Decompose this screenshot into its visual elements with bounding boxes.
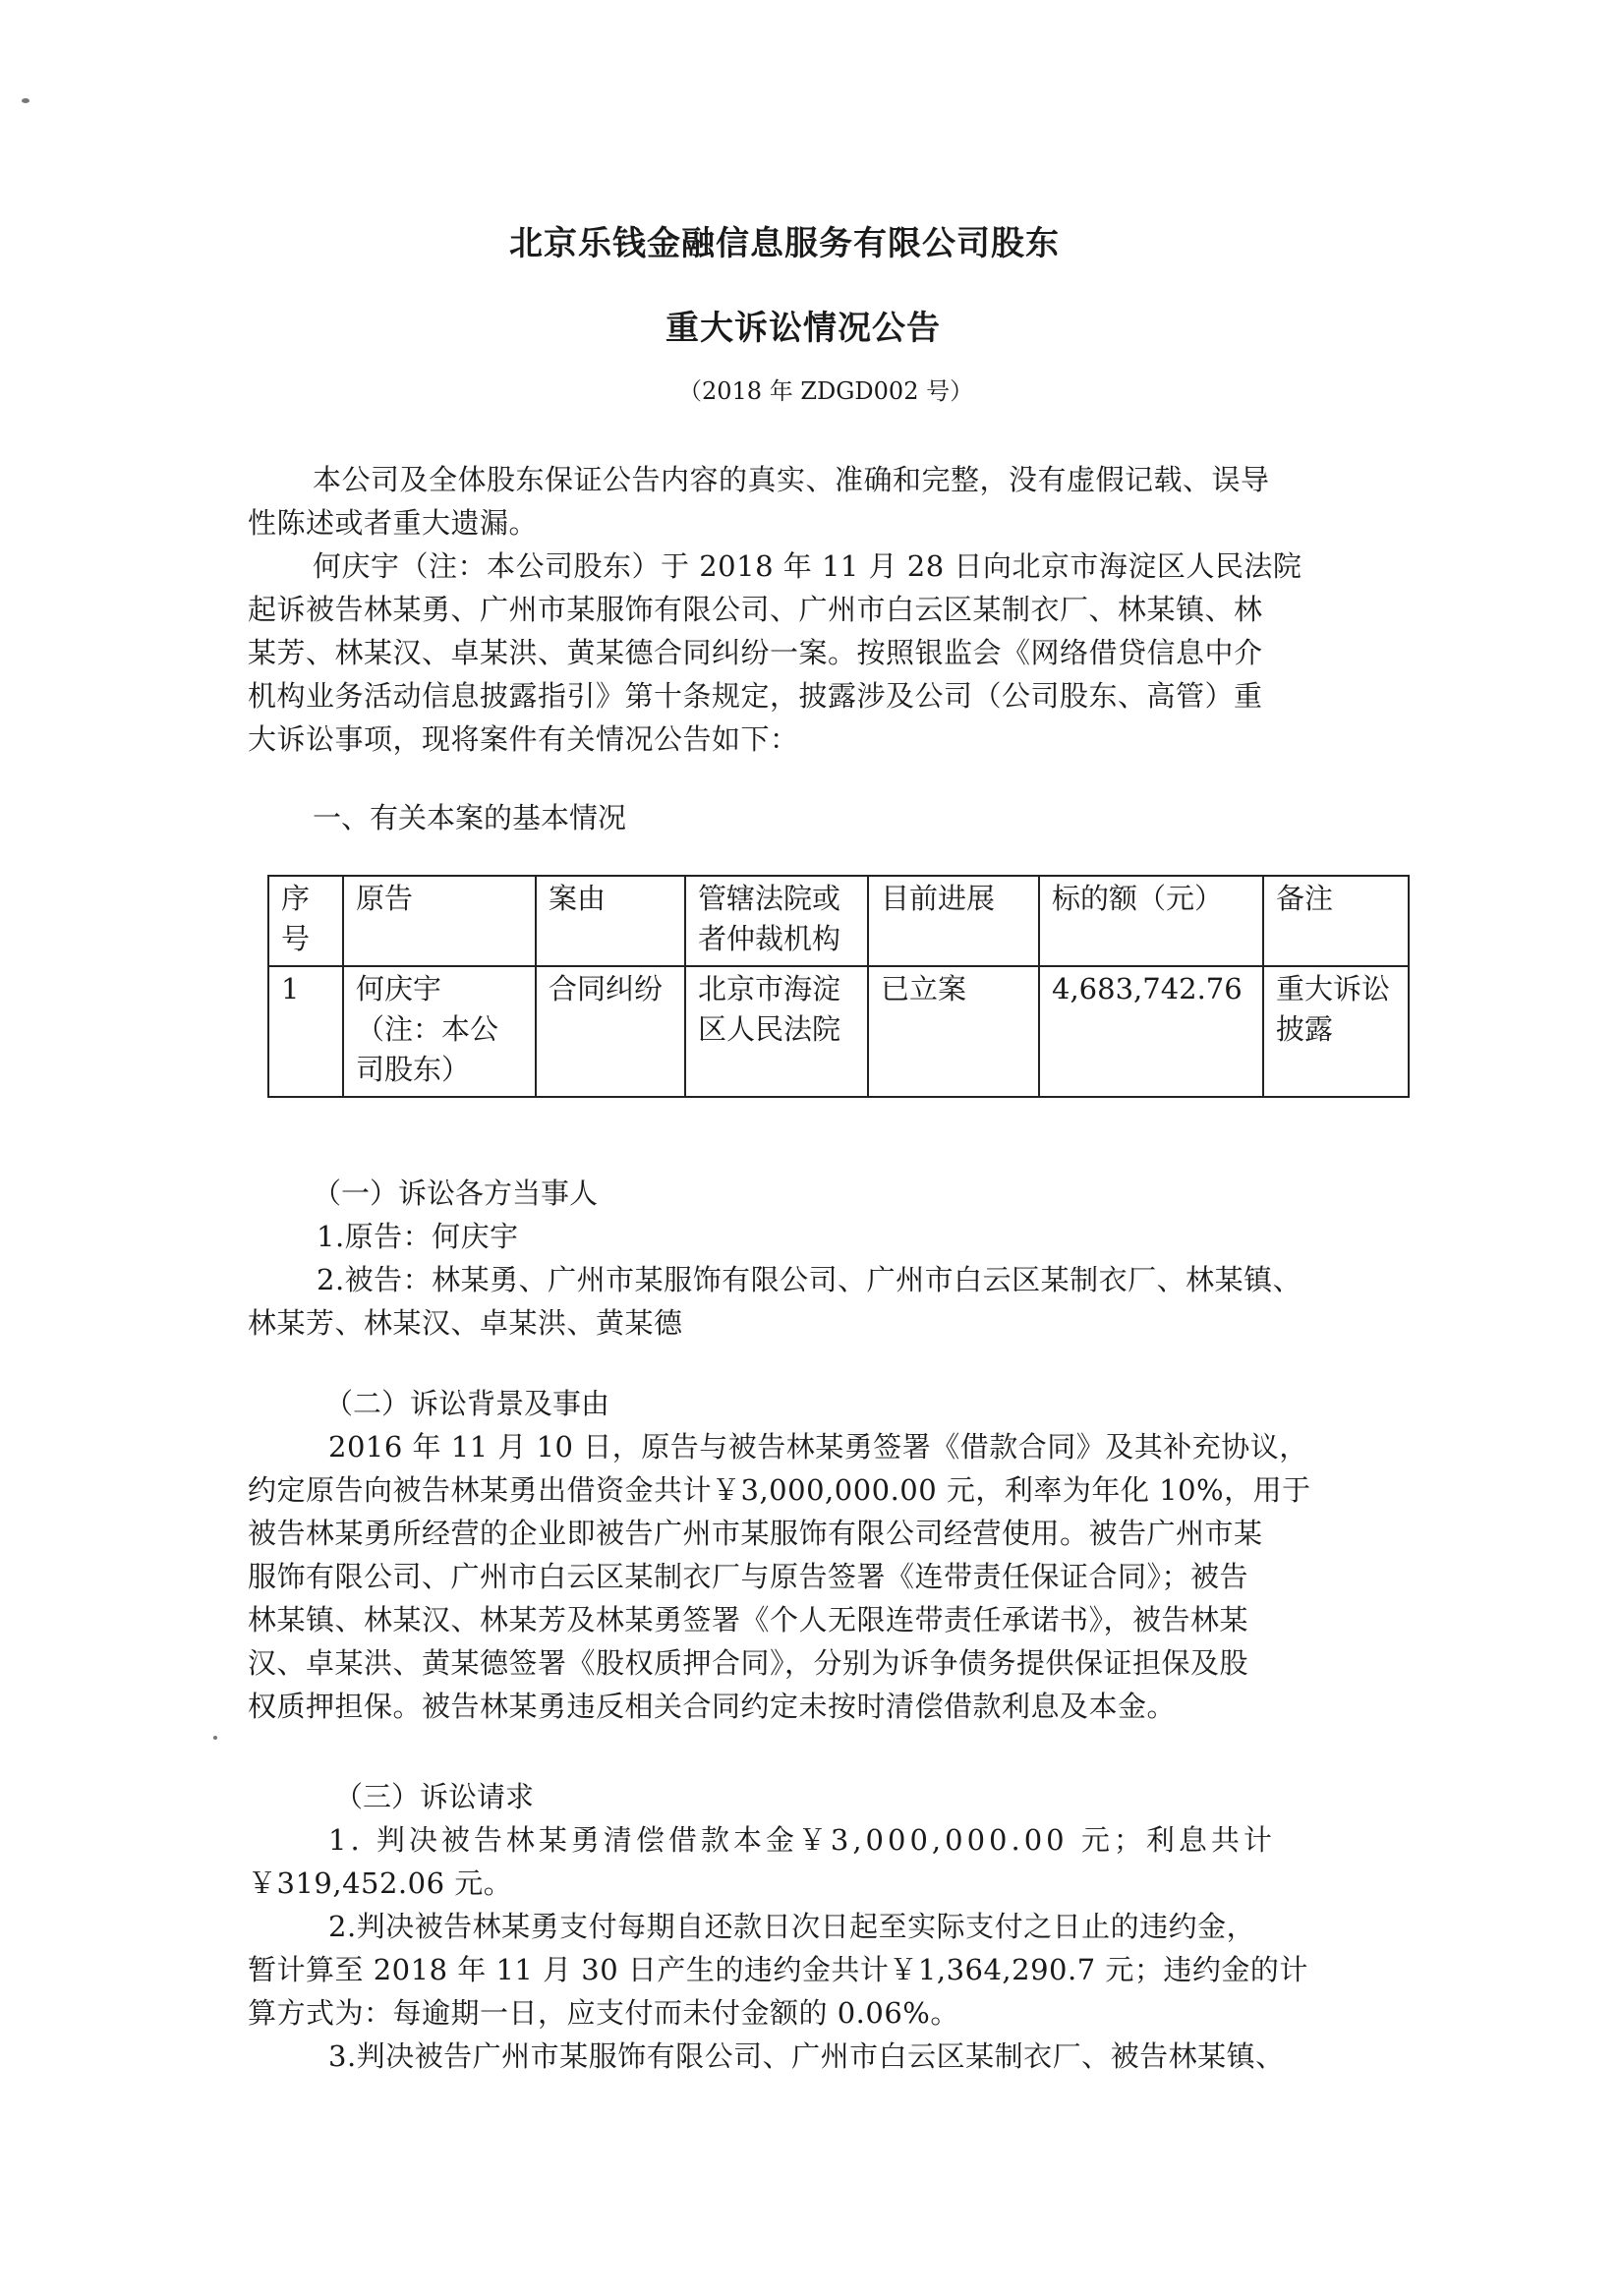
background-line: 服饰有限公司、广州市白云区某制衣厂与原告签署《连带责任保证合同》；被告 (248, 1560, 1249, 1593)
table-header-cell: 序号 (268, 876, 343, 966)
intro-line: 大诉讼事项，现将案件有关情况公告如下： (248, 722, 799, 756)
table-cell: 何庆宇（注：本公司股东） (343, 966, 536, 1097)
table-header-cell: 备注 (1263, 876, 1409, 966)
claims-line: 2.判决被告林某勇支付每期自还款日次日起至实际支付之日止的违约金， (328, 1910, 1256, 1943)
table-header-cell: 标的额（元） (1039, 876, 1263, 966)
claims-line: ￥319,452.06 元。 (248, 1866, 513, 1900)
claims-line: 暂计算至 2018 年 11 月 30 日产生的违约金共计￥1,364,290.7 元；违约金的计 (248, 1953, 1308, 1986)
background-line: 权质押担保。被告林某勇违反相关合同约定未按时清偿借款利息及本金。 (248, 1690, 1177, 1723)
parties-line: 2.被告：林某勇、广州市某服饰有限公司、广州市白云区某制衣厂、林某镇、 (317, 1263, 1302, 1296)
table-cell: 4,683,742.76 (1039, 966, 1263, 1097)
background-heading: （二）诉讼背景及事由 (324, 1387, 610, 1420)
background-line: 约定原告向被告林某勇出借资金共计￥3,000,000.00 元，利率为年化 10%，用于 (248, 1473, 1311, 1507)
table-cell: 合同纠纷 (536, 966, 685, 1097)
document-title-line2: 重大诉讼情况公告 (665, 309, 941, 348)
intro-line: 机构业务活动信息披露指引》第十条规定，披露涉及公司（公司股东、高管）重 (248, 679, 1263, 713)
table-header-cell: 目前进展 (868, 876, 1039, 966)
claims-heading: （三）诉讼请求 (334, 1780, 535, 1813)
table-header-cell: 原告 (343, 876, 536, 966)
claims-line: 1. 判决被告林某勇清偿借款本金￥3,000,000.00 元；利息共计 (328, 1823, 1276, 1857)
table-cell: 北京市海淀区人民法院 (685, 966, 868, 1097)
intro-line: 本公司及全体股东保证公告内容的真实、准确和完整，没有虚假记载、误导 (313, 463, 1270, 496)
claims-line: 算方式为：每逾期一日，应支付而未付金额的 0.06%。 (248, 1996, 959, 2030)
parties-line: 林某芳、林某汉、卓某洪、黄某德 (248, 1306, 683, 1340)
scan-speck (213, 1736, 217, 1740)
table-header-cell: 管辖法院或者仲裁机构 (685, 876, 868, 966)
parties-line: 1.原告：何庆宇 (317, 1220, 519, 1253)
table-header-cell: 案由 (536, 876, 685, 966)
table-row (268, 966, 1409, 1097)
intro-line: 性陈述或者重大遗漏。 (248, 506, 539, 540)
table-header-row (268, 876, 1409, 966)
document-number: （2018 年 ZDGD002 号） (678, 377, 974, 405)
intro-line: 何庆宇（注：本公司股东）于 2018 年 11 月 28 日向北京市海淀区人民法院 (313, 549, 1302, 583)
intro-line: 某芳、林某汉、卓某洪、黄某德合同纠纷一案。按照银监会《网络借贷信息中介 (248, 636, 1263, 669)
intro-line: 起诉被告林某勇、广州市某服饰有限公司、广州市白云区某制衣厂、林某镇、林 (248, 593, 1263, 626)
scan-speck (22, 98, 29, 103)
background-line: 2016 年 11 月 10 日，原告与被告林某勇签署《借款合同》及其补充协议， (328, 1430, 1308, 1464)
parties-heading: （一）诉讼各方当事人 (313, 1177, 599, 1210)
table-cell: 1 (268, 966, 343, 1097)
document-title-line1: 北京乐钱金融信息服务有限公司股东 (509, 224, 1060, 263)
table-cell: 已立案 (868, 966, 1039, 1097)
claims-line: 3.判决被告广州市某服饰有限公司、广州市白云区某制衣厂、被告林某镇、 (328, 2039, 1285, 2073)
background-line: 汉、卓某洪、黄某德签署《股权质押合同》，分别为诉争债务提供保证担保及股 (248, 1646, 1249, 1680)
background-line: 被告林某勇所经营的企业即被告广州市某服饰有限公司经营使用。被告广州市某 (248, 1517, 1263, 1550)
case-table (267, 875, 1410, 1098)
background-line: 林某镇、林某汉、林某芳及林某勇签署《个人无限连带责任承诺书》，被告林某 (248, 1603, 1249, 1636)
section1-heading: 一、有关本案的基本情况 (313, 801, 627, 834)
table-cell: 重大诉讼披露 (1263, 966, 1409, 1097)
